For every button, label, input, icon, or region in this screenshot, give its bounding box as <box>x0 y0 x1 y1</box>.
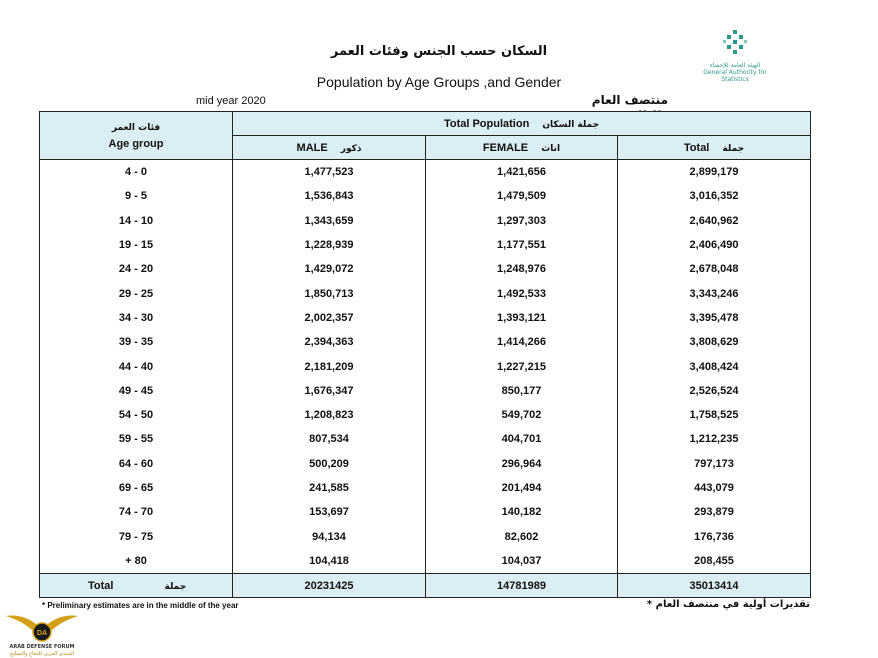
female-cell: 1,227,215 <box>426 354 618 378</box>
footnote-english: * Preliminary estimates are in the middle of the year <box>42 601 239 610</box>
table-row <box>40 403 811 427</box>
male-cell: 153,697 <box>233 500 426 524</box>
age-cell: 59 - 55 <box>40 427 233 451</box>
total-cell: 1,758,525 <box>618 403 811 427</box>
age-cell: 69 - 65 <box>40 476 233 500</box>
gastat-logo <box>700 28 770 88</box>
header-female <box>426 136 618 160</box>
male-cell: 241,585 <box>233 476 426 500</box>
age-group-arabic: فئات العمر <box>111 122 161 133</box>
male-cell: 104,418 <box>233 549 426 574</box>
age-cell: 19 - 15 <box>40 233 233 257</box>
age-cell: 34 - 30 <box>40 306 233 330</box>
male-cell: 1,477,523 <box>233 160 426 185</box>
female-english: FEMALE <box>482 141 529 154</box>
female-cell: 1,492,533 <box>426 281 618 305</box>
total-cell: 208,455 <box>618 549 811 574</box>
male-cell: 1,676,347 <box>233 379 426 403</box>
female-arabic: اناث <box>541 143 561 154</box>
logo-icon <box>720 28 750 58</box>
age-cell: 74 - 70 <box>40 500 233 524</box>
table-row <box>40 500 811 524</box>
female-cell: 82,602 <box>426 524 618 548</box>
male-english: MALE <box>296 141 328 154</box>
age-cell: 54 - 50 <box>40 403 233 427</box>
total-cell: 1,212,235 <box>618 427 811 451</box>
age-cell: 4 - 0 <box>40 160 233 185</box>
male-arabic: ذكور <box>340 143 362 154</box>
age-cell: 24 - 20 <box>40 257 233 281</box>
watermark-line1: ARAB DEFENSE FORUM <box>9 644 75 650</box>
table-row <box>40 281 811 305</box>
period-arabic: منتصف العام <box>591 93 668 107</box>
female-cell: 404,701 <box>426 427 618 451</box>
header-male <box>233 136 426 160</box>
title-english: Population by Age Groups ,and Gender <box>316 74 562 90</box>
forum-watermark <box>2 604 82 658</box>
table-row <box>40 524 811 548</box>
table-row <box>40 549 811 574</box>
table-row <box>40 233 811 257</box>
total-cell: 176,736 <box>618 524 811 548</box>
male-cell: 1,429,072 <box>233 257 426 281</box>
female-cell: 1,297,303 <box>426 209 618 233</box>
total-cell: 3,016,352 <box>618 184 811 208</box>
male-cell: 1,850,713 <box>233 281 426 305</box>
total-population-english: Total Population <box>443 117 530 130</box>
table-row <box>40 379 811 403</box>
table-row <box>40 330 811 354</box>
total-cell: 3,808,629 <box>618 330 811 354</box>
table-row <box>40 184 811 208</box>
total-row <box>40 574 811 598</box>
male-cell: 500,209 <box>233 452 426 476</box>
male-cell: 1,208,823 <box>233 403 426 427</box>
table-row <box>40 476 811 500</box>
age-cell: 29 - 25 <box>40 281 233 305</box>
total-cell: 2,406,490 <box>618 233 811 257</box>
female-cell: 1,177,551 <box>426 233 618 257</box>
population-table <box>39 111 811 598</box>
age-cell: 39 - 35 <box>40 330 233 354</box>
total-female-cell: 14781989 <box>426 574 618 598</box>
table-row <box>40 452 811 476</box>
header-age-group <box>40 112 233 160</box>
total-cell: 3,408,424 <box>618 354 811 378</box>
total-label-cell <box>40 574 233 598</box>
female-cell: 201,494 <box>426 476 618 500</box>
total-cell: 2,678,048 <box>618 257 811 281</box>
age-cell: 14 - 10 <box>40 209 233 233</box>
male-cell: 94,134 <box>233 524 426 548</box>
total-english: Total <box>683 141 710 154</box>
male-cell: 2,394,363 <box>233 330 426 354</box>
total-cell: 293,879 <box>618 500 811 524</box>
total-male-cell: 20231425 <box>233 574 426 598</box>
total-cell: 443,079 <box>618 476 811 500</box>
age-cell: 79 - 75 <box>40 524 233 548</box>
total-population-arabic: جملة السكان <box>542 119 600 130</box>
age-cell: 44 - 40 <box>40 354 233 378</box>
footnote-arabic: * تقديرات أولية في منتصف العام <box>646 599 810 610</box>
logo-text-arabic: الهيئة العامة للإحصاء <box>709 62 761 69</box>
total-cell: 797,173 <box>618 452 811 476</box>
badge-text: DA <box>36 630 48 637</box>
male-cell: 1,536,843 <box>233 184 426 208</box>
female-cell: 850,177 <box>426 379 618 403</box>
title-arabic: السكان حسب الجنس وفئات العمر <box>330 44 548 59</box>
female-cell: 549,702 <box>426 403 618 427</box>
male-cell: 1,343,659 <box>233 209 426 233</box>
age-cell: 64 - 60 <box>40 452 233 476</box>
female-cell: 140,182 <box>426 500 618 524</box>
female-cell: 104,037 <box>426 549 618 574</box>
total-label-arabic: جملة <box>164 581 187 592</box>
total-cell: 2,526,524 <box>618 379 811 403</box>
total-label-english: Total <box>88 579 114 592</box>
age-group-english: Age group <box>108 137 164 150</box>
table-row <box>40 209 811 233</box>
total-cell: 2,640,962 <box>618 209 811 233</box>
total-cell: 2,899,179 <box>618 160 811 185</box>
female-cell: 1,248,976 <box>426 257 618 281</box>
female-cell: 296,964 <box>426 452 618 476</box>
age-cell: + 80 <box>40 549 233 574</box>
male-cell: 2,181,209 <box>233 354 426 378</box>
female-cell: 1,421,656 <box>426 160 618 185</box>
table-row <box>40 306 811 330</box>
female-cell: 1,393,121 <box>426 306 618 330</box>
age-cell: 9 - 5 <box>40 184 233 208</box>
header-total-population <box>233 112 811 136</box>
watermark-line2: المنتدى العربي للدفاع والتسليح <box>9 651 75 657</box>
table-row <box>40 427 811 451</box>
period-english: mid year 2020 <box>196 95 266 107</box>
female-cell: 1,414,266 <box>426 330 618 354</box>
logo-text-english: General Authority for Statistics <box>703 69 767 83</box>
total-total-cell: 35013414 <box>618 574 811 598</box>
male-cell: 2,002,357 <box>233 306 426 330</box>
age-cell: 49 - 45 <box>40 379 233 403</box>
eagle-badge-icon <box>2 604 82 644</box>
total-arabic: جملة <box>722 143 745 154</box>
total-cell: 3,395,478 <box>618 306 811 330</box>
female-cell: 1,479,509 <box>426 184 618 208</box>
table-row <box>40 257 811 281</box>
total-cell: 3,343,246 <box>618 281 811 305</box>
male-cell: 1,228,939 <box>233 233 426 257</box>
table-row <box>40 354 811 378</box>
header-total <box>618 136 811 160</box>
table-row <box>40 160 811 185</box>
male-cell: 807,534 <box>233 427 426 451</box>
